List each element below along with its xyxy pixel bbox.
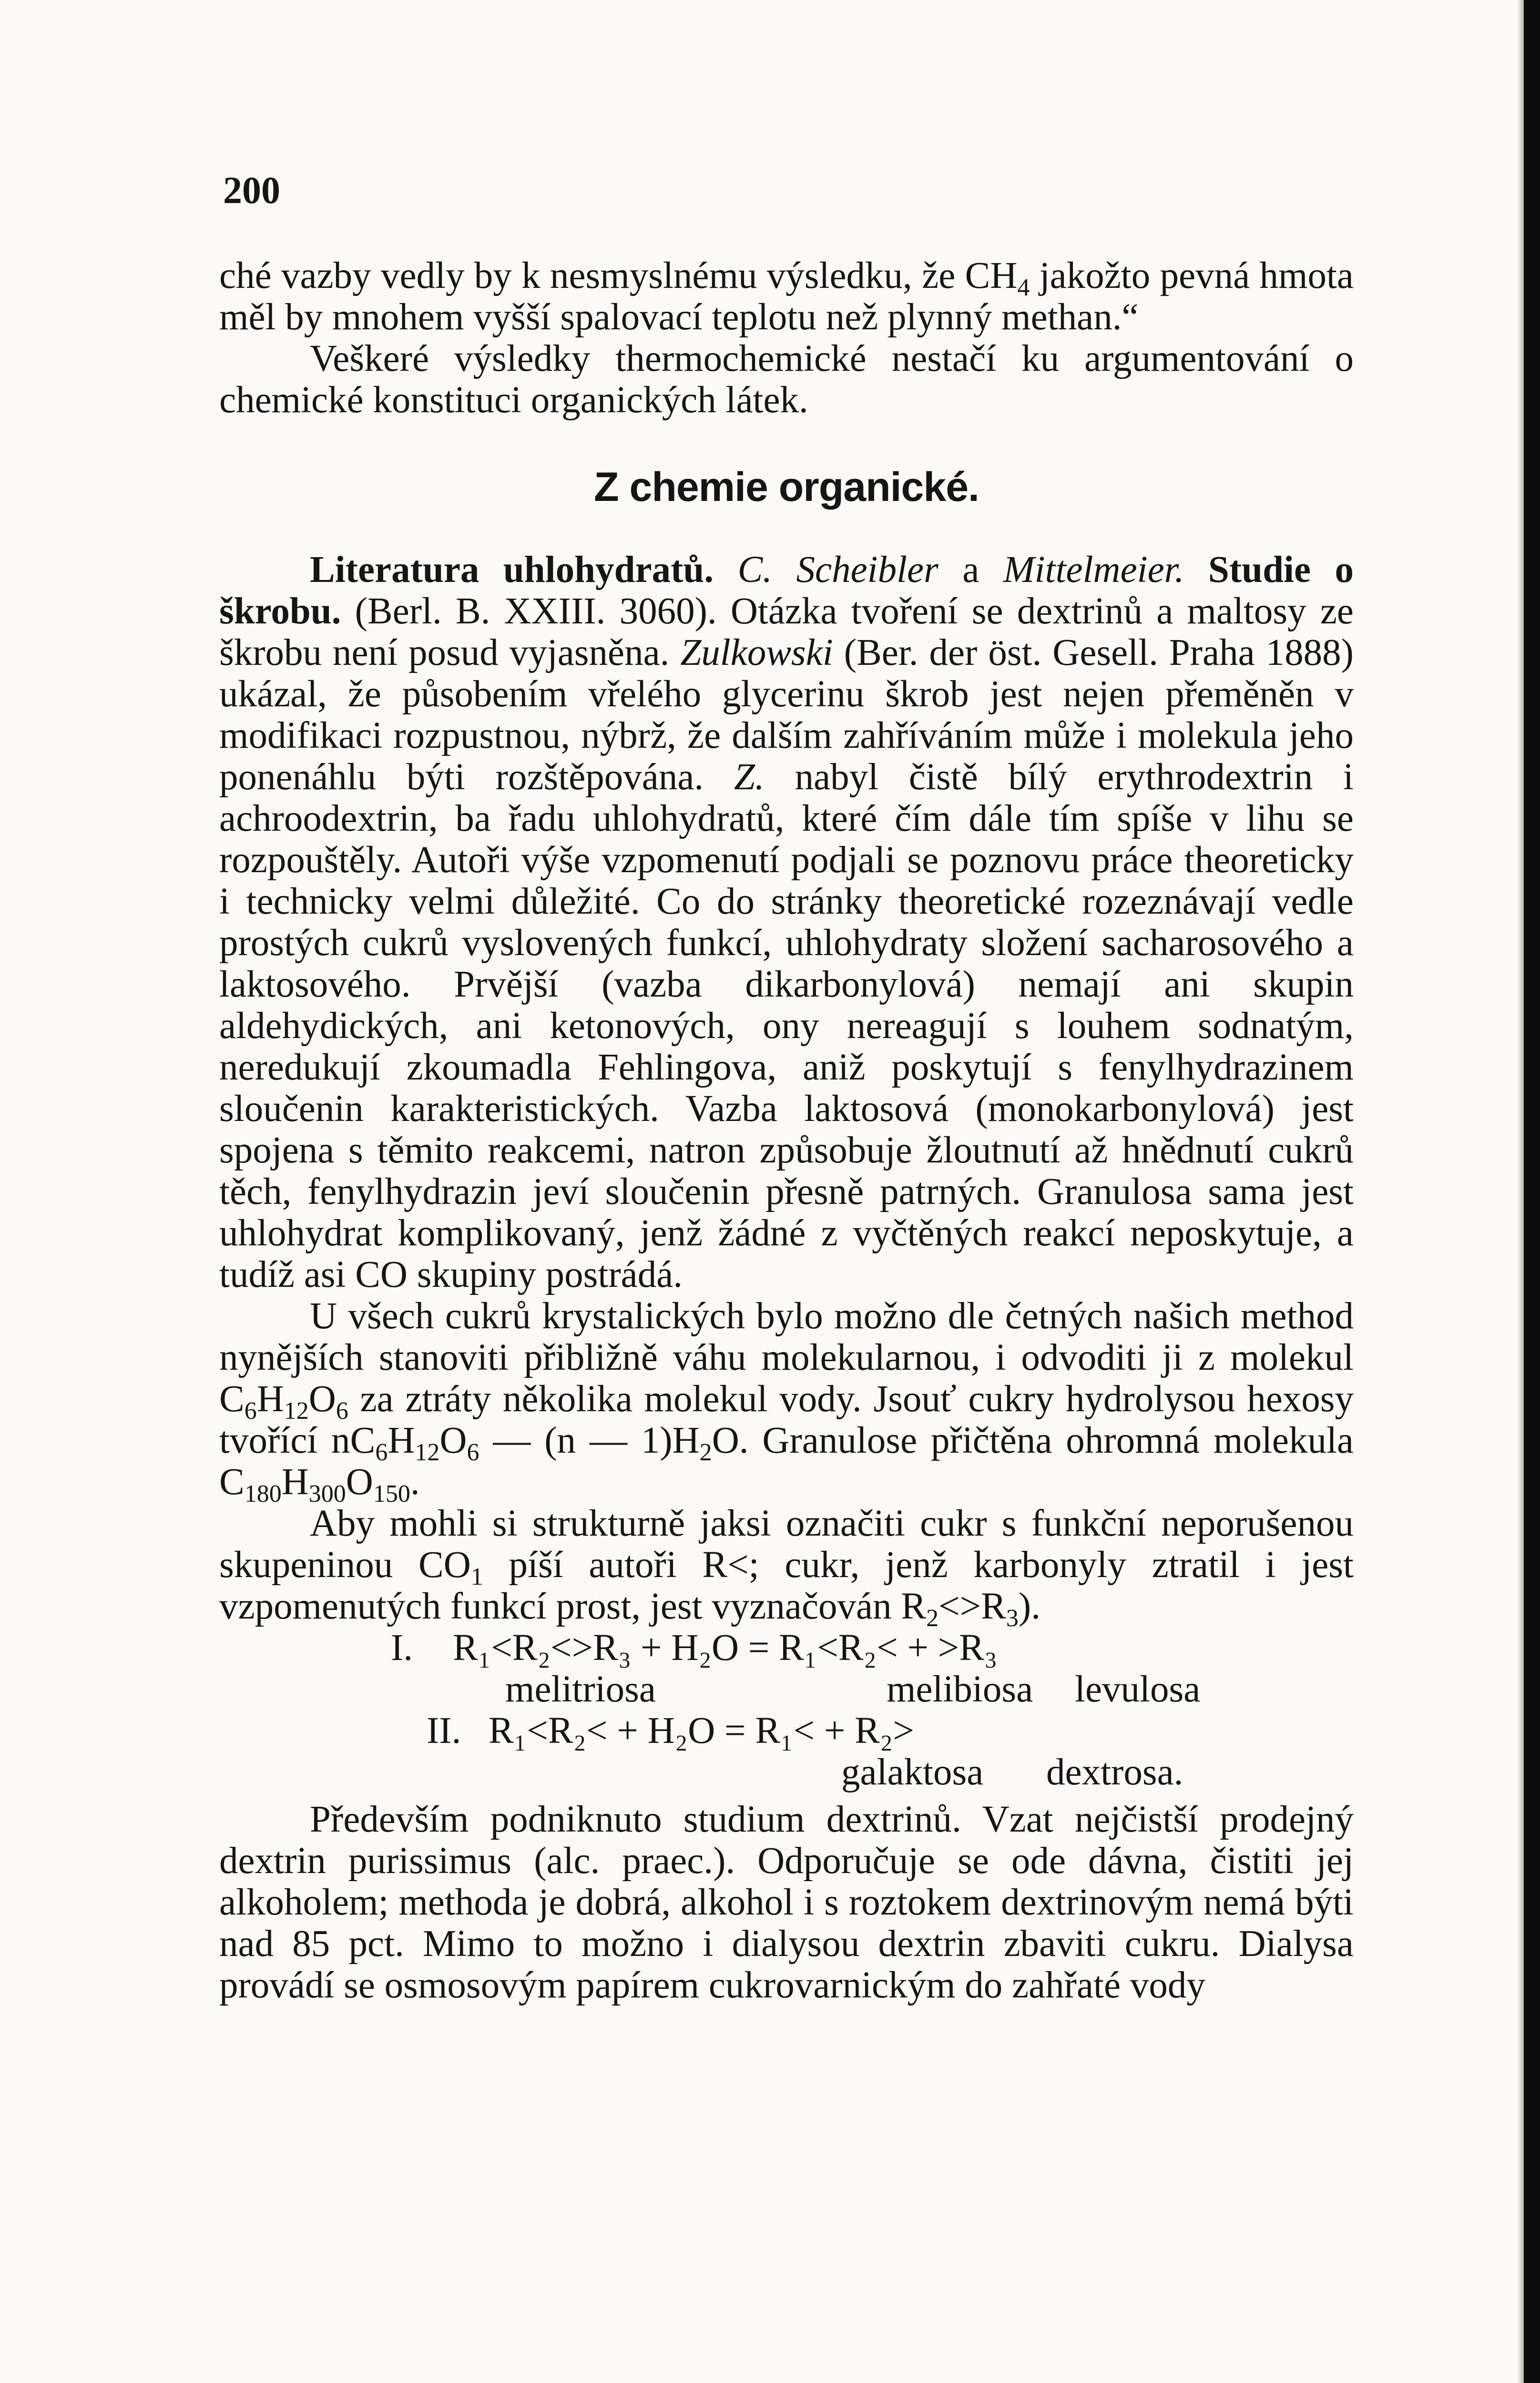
formula-1 — [219, 1627, 1354, 1669]
final-paragraph: Především podniknuto studium dextrinů. Vzat nejčistší prodejný dextrin purissimus (alc. praec.). Odporučuje se ode dávna, čistiti jej alkoholem; methoda je dobrá, alkohol i s roztokem dextrinovým nemá býti nad 85 pct. Mimo to možno i dialysou dextrin zbaviti cukru. Dialysa provádí se osmosovým papírem cukrovarnickým do zahřaté vody — [219, 1799, 1354, 2006]
sugars-paragraph: U všech cukrů krystalických bylo možno dle četných našich method nynějších stanoviti přibližně váhu molekularnou, i odvoditi ji z molekul $C_6H_{12}O_6$ za ztráty několika molekul vody. Jsouť cukry hydrolysou hexosy tvořící $nC_6H_{12}O_6$ — (n — $1)H_2O$. Granulose přičtěna ohromná molekula $C_{180}H_{300}O_{150}$. — [219, 1295, 1354, 1507]
page-edge-shadow — [1517, 0, 1524, 2383]
formula-2-names — [219, 1752, 1354, 1793]
formula-1-label: I. — [391, 1627, 413, 1669]
formula-1-name-2: melibiosa — [887, 1669, 1033, 1710]
formula-2-equation: R₁<R₂< + H₂O = R₁< + R₂> — [489, 1710, 914, 1752]
formula-1-name-3: levulosa — [1075, 1669, 1201, 1710]
formula-2-label: II. — [427, 1710, 461, 1752]
intro-paragraph: ché vazby vedly by k nesmyslnému výsledku, že $CH_4$ jakožto pevná hmota měl by mnohem vyšší spalovací teplotu než plynný methan.“ — [219, 255, 1354, 338]
intro-paragraph-2: Veškeré výsledky thermochemické nestačí ku argumentování o chemické konstituci organických látek. — [219, 338, 1354, 421]
structure-paragraph: Aby mohli si strukturně jaksi označiti cukr s funkční neporušenou skupeninou $CO_1$ píší autoři R<; cukr, jenž karbonyly ztratil i jest vzpomenutých funkcí prost, jest vyznačován $R_2<>R_3$). — [219, 1503, 1354, 1632]
formula-1-name-1: melitriosa — [505, 1669, 656, 1710]
page-body — [219, 162, 1354, 2006]
section-heading: Z chemie organické. — [594, 464, 979, 510]
formula-2-name-2: dextrosa. — [1046, 1752, 1183, 1793]
page-number: 200 — [223, 170, 280, 212]
formula-1-names — [219, 1669, 1354, 1710]
page-edge — [1524, 0, 1540, 2383]
formula-1-equation: R₁<R₂<>R₃ + H₂O = R₁<R₂< + >R₃ — [453, 1627, 998, 1669]
formula-2-name-1: galaktosa — [841, 1752, 984, 1793]
literature-paragraph: Literatura uhlohydratů. C. Scheibler a Mittelmeier. Studie o škrobu. (Berl. B. XXIII. 3060). Otázka tvoření se dextrinů a maltosy ze škrobu není posud vyjasněna. Zulkowski (Ber. der öst. Gesell. Praha 1888) ukázal, že působením vřelého glycerinu škrob jest nejen přeměněn v modifikaci rozpustnou, nýbrž, že dalším zahříváním může i molekula jeho ponenáhlu býti rozštěpována. Z. nabyl čistě bílý erythrodextrin i achroodextrin, ba řadu uhlohydratů, které čím dále tím spíše v lihu se rozpouštěly. Autoři výše vzpomenutí podjali se poznovu práce theoreticky i technicky velmi důležité. Co do stránky theoretické rozeznávají vedle prostých cukrů vyslovených funkcí, uhlohydraty složení sacharosového a laktosového. Prvější (vazba dikarbonylová) nemají ani skupin aldehydických, ani ketonových, ony nereagují s louhem sodnatým, neredukují zkoumadla Fehlingova, aniž poskytují s fenylhydrazinem sloučenin karakteristických. Vazba laktosová (monokarbonylová) jest spojena s těmito reakcemi, natron způsobuje žloutnutí až hnědnutí cukrů těch, fenylhydrazin jeví sloučenin přesně patrných. Granulosa sama jest uhlohydrat komplikovaný, jenž žádné z vyčtěných reakcí neposkytuje, a tudíž asi CO skupiny postrádá. — [219, 549, 1354, 1295]
formula-2 — [219, 1710, 1354, 1752]
